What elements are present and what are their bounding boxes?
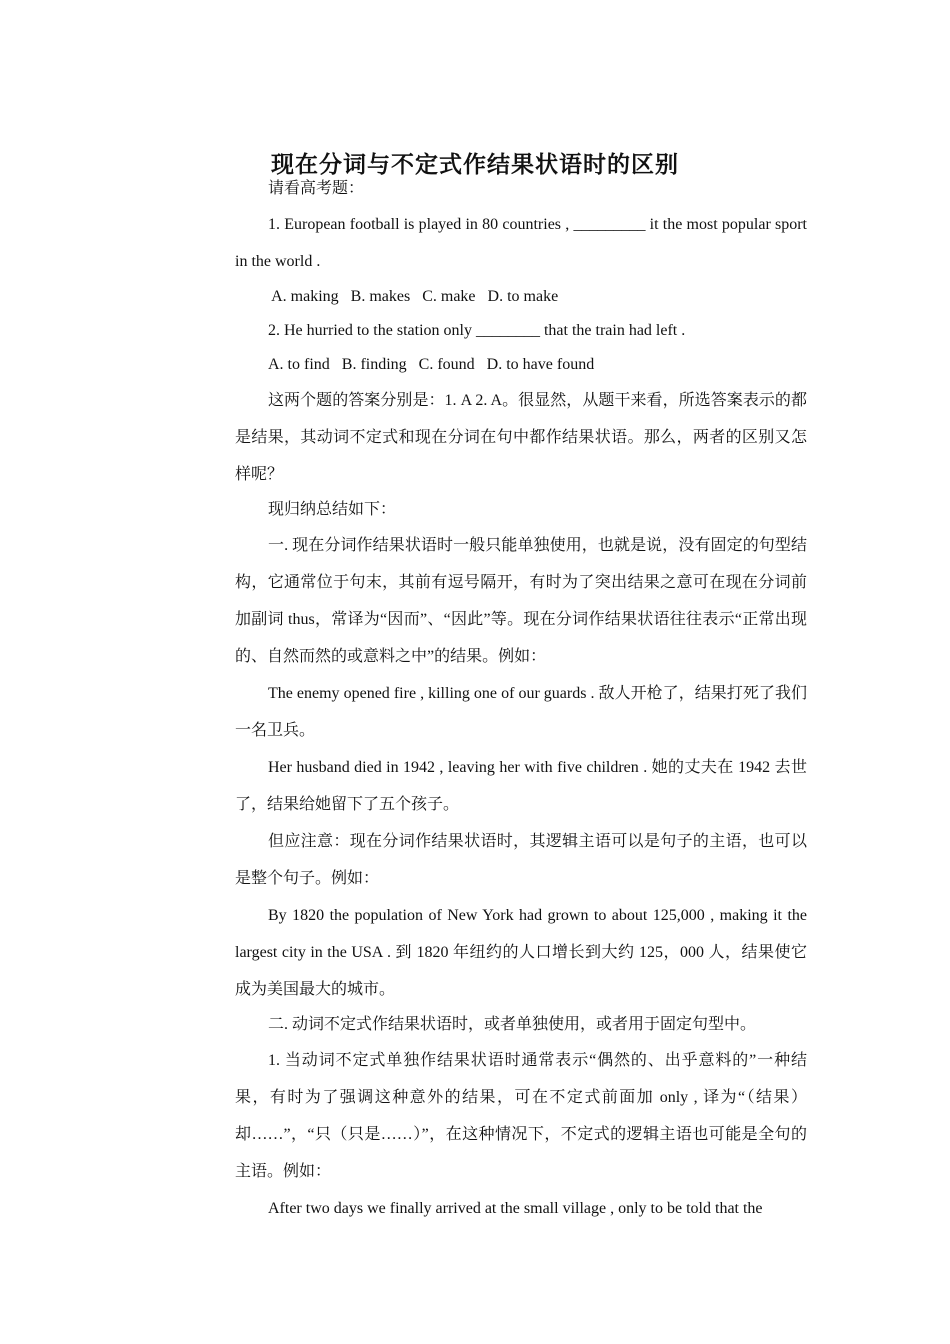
document-title: 现在分词与不定式作结果状语时的区别 [271, 152, 679, 179]
question-1: 1. European football is played in 80 countries , _________ it the most popular sport in the world . [235, 216, 807, 270]
paragraph: 但应注意：现在分词作结果状语时，其逻辑主语可以是句子的主语，也可以是整个句子。例如： [235, 833, 807, 887]
example-sentence: By 1820 the population of New York had grown to about 125,000 , making it the largest city in the USA . 到 1820 年纽约的人口增长到大约 125，000 人，结果使它成为美国最大的城市。 [235, 907, 807, 998]
paragraph: 请看高考题： [268, 180, 365, 197]
paragraph: 现归纳总结如下： [268, 501, 397, 518]
example-sentence: After two days we finally arrived at the small village , only to be told that the [268, 1200, 763, 1217]
question-2: 2. He hurried to the station only ________ that the train had left . [268, 322, 686, 339]
question-2-options: A. to find B. finding C. found D. to have found [268, 356, 595, 373]
paragraph: 一. 现在分词作结果状语时一般只能单独使用，也就是说，没有固定的句型结构，它通常位于句末，其前有逗号隔开，有时为了突出结果之意可在现在分词前加副词 thus，常译为“因而”、“因此”等。现在分词作结果状语往往表示“正常出现的、自然而然的或意料之中”的结果。例如： [235, 537, 807, 665]
question-1-options: A. making B. makes C. make D. to make [268, 288, 559, 305]
paragraph: 这两个题的答案分别是：1. A 2. A。很显然，从题干来看，所选答案表示的都是结果，其动词不定式和现在分词在句中都作结果状语。那么，两者的区别又怎样呢？ [235, 392, 807, 483]
document-body [235, 172, 807, 1227]
example-sentence: The enemy opened fire , killing one of our guards . 敌人开枪了，结果打死了我们一名卫兵。 [235, 685, 807, 739]
example-sentence: Her husband died in 1942 , leaving her with five children . 她的丈夫在 1942 去世了，结果给她留下了五个孩子。 [235, 759, 807, 813]
paragraph: 1. 当动词不定式单独作结果状语时通常表示“偶然的、出乎意料的”一种结果，有时为了强调这种意外的结果，可在不定式前面加 only , 译为“（结果）却……”，“只（只是……）”，在这种情况下，不定式的逻辑主语也可能是全句的主语。例如： [235, 1052, 807, 1180]
paragraph: 二. 动词不定式作结果状语时，或者单独使用，或者用于固定句型中。 [268, 1016, 757, 1033]
